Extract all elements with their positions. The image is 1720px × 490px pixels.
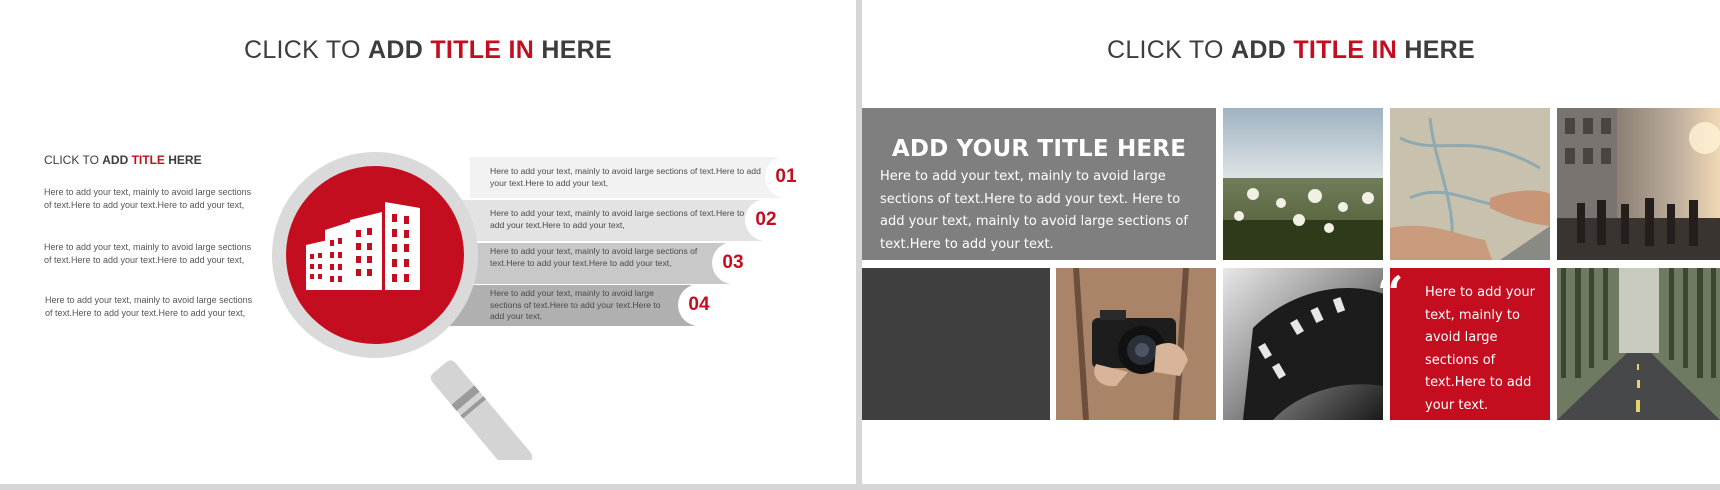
- film-strip-photo: [1223, 268, 1383, 420]
- camera-hands-photo: [1056, 268, 1216, 420]
- title-part: HERE: [1397, 36, 1476, 64]
- magnifier-buildings-icon: [270, 150, 580, 460]
- slide-right: [862, 0, 1720, 484]
- slide-title[interactable]: [862, 36, 1720, 65]
- subtitle-part: CLICK TO: [44, 153, 103, 167]
- title-part: HERE: [534, 36, 613, 64]
- list-item-text[interactable]: Here to add your text, mainly to avoid large sections of text.Here to add your text.Here to add your text,: [490, 166, 761, 188]
- subtitle-accent: TITLE: [131, 153, 165, 167]
- dandelion-field-photo: [1223, 108, 1383, 260]
- feature-heading: ADD YOUR TITLE HERE: [891, 136, 1187, 162]
- list-item-text[interactable]: Here to add your text, mainly to avoid large sections of text.Here to add your text.Here to add your text,: [490, 288, 661, 321]
- dark-placeholder-tile: [862, 268, 1050, 420]
- title-part: ADD: [1231, 36, 1294, 64]
- list-item-text[interactable]: Here to add your text, mainly to avoid large sections of text.Here to add your text.Here to add your text,: [490, 246, 698, 268]
- slide-title[interactable]: [0, 36, 856, 65]
- forest-road-photo: [1557, 268, 1720, 420]
- title-accent: TITLE IN: [430, 36, 535, 64]
- feature-text: Here to add your text, mainly to avoid large sections of text.Here to add your text. Here to add your text, mainly to avoid large sections of text.Here to add your text.: [880, 169, 1188, 252]
- map-hand-photo: [1390, 108, 1550, 260]
- title-part: CLICK TO: [243, 36, 369, 64]
- quote-box[interactable]: [1377, 266, 1550, 420]
- list-item-number: 01: [765, 156, 807, 198]
- body-paragraph[interactable]: Here to add your text, mainly to avoid large sections of text.Here to add your text.Here to add your text,: [45, 295, 253, 318]
- list-item-text[interactable]: Here to add your text, mainly to avoid large sections of text.Here to add your text.Here to add your text,: [490, 208, 745, 230]
- city-street-photo: [1557, 108, 1720, 260]
- feature-text-box[interactable]: [862, 108, 1216, 260]
- subtitle-part: HERE: [164, 153, 202, 167]
- subtitle-part: ADD: [102, 153, 132, 167]
- quote-icon: “: [1377, 266, 1404, 320]
- title-accent: TITLE IN: [1293, 36, 1398, 64]
- title-part: ADD: [368, 36, 431, 64]
- list-item-number: 03: [712, 242, 754, 284]
- title-part: CLICK TO: [1106, 36, 1232, 64]
- list-item-number: 02: [745, 199, 787, 241]
- slide-left: [0, 0, 856, 484]
- list-item-number: 04: [678, 284, 720, 326]
- body-paragraph[interactable]: Here to add your text, mainly to avoid large sections of text.Here to add your text.Here to add your text,: [44, 242, 252, 265]
- quote-text: Here to add your text, mainly to avoid large sections of text.Here to add your text.: [1425, 285, 1535, 413]
- section-subtitle[interactable]: [44, 153, 202, 167]
- body-paragraph[interactable]: Here to add your text, mainly to avoid large sections of text.Here to add your text.Here to add your text,: [44, 187, 252, 210]
